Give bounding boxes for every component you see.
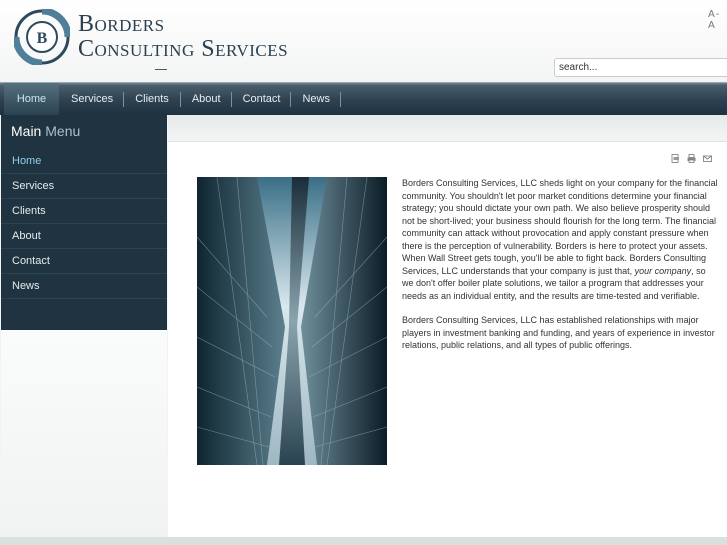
- nav-item-about[interactable]: [181, 83, 232, 115]
- logo-line-2: Consulting Services: [78, 36, 289, 62]
- email-icon[interactable]: [703, 154, 712, 163]
- nav-label: Services: [71, 93, 114, 105]
- main-content: [168, 142, 727, 537]
- search-input[interactable]: [554, 58, 727, 77]
- article-body: [402, 177, 718, 364]
- sidebar-title: [11, 123, 80, 139]
- sidebar-main-menu: [1, 115, 167, 330]
- nav-item-contact[interactable]: [232, 83, 292, 115]
- sidebar-item-home[interactable]: Home: [1, 149, 167, 174]
- site-header: [0, 0, 727, 82]
- footer-band: [0, 537, 727, 545]
- nav-item-news[interactable]: [291, 83, 341, 115]
- sidebar-menu: [1, 149, 167, 299]
- site-logo-text[interactable]: [78, 12, 288, 62]
- sidebar-item-about[interactable]: About: [1, 224, 167, 249]
- p1-text-end: , so we don't offer boiler plate solutions, we tailor a program that addresses your needs as an individual entity, and the results are time-tested and verifiable.: [402, 265, 706, 301]
- nav-item-clients[interactable]: [124, 83, 181, 115]
- nav-label: Clients: [135, 93, 169, 105]
- sidebar-item-clients[interactable]: Clients: [1, 199, 167, 224]
- nav-item-home[interactable]: [4, 83, 59, 115]
- nav-label: Home: [16, 93, 47, 105]
- p1-text-start: Borders Consulting Services, LLC sheds light on your company for the financial community. You shouldn't let poor market conditions determine your financial strategy; you should dictate your own path. We also believe prosperity should not be short-lived; your business should flourish for the long term. The financial community can attack without provocation and apply constant pressure when there is the perception of vulnerability. Borders is here to protect your assets. When Wall Street gets tough, you'll be able to fight back. Borders Consulting Services, LLC understands that your company is just that,: [402, 178, 718, 276]
- pdf-icon[interactable]: [671, 154, 680, 163]
- font-size-controls[interactable]: A- A: [708, 9, 721, 31]
- print-icon[interactable]: [687, 154, 696, 163]
- sidebar-filler: [1, 330, 167, 537]
- sidebar-title-light: Menu: [41, 123, 81, 139]
- logo-letter: B: [36, 30, 48, 47]
- content-topbar: [168, 115, 727, 142]
- nav-label: Contact: [242, 93, 281, 105]
- p1-emphasis: your company: [634, 265, 692, 276]
- logo-line-1: Borders: [78, 11, 165, 37]
- sidebar-title-strong: Main: [11, 123, 42, 139]
- sidebar-item-services[interactable]: Services: [1, 174, 167, 199]
- skyscraper-photo: [197, 177, 387, 465]
- nav-label: About: [191, 93, 221, 105]
- logo-emblem-icon[interactable]: [14, 9, 70, 65]
- nav-label: News: [302, 93, 330, 105]
- sidebar-item-news[interactable]: News: [1, 274, 167, 299]
- nav-item-services[interactable]: [59, 83, 124, 115]
- article-paragraph-1: [402, 177, 718, 302]
- sidebar-item-contact[interactable]: Contact: [1, 249, 167, 274]
- article-tools: [671, 154, 712, 163]
- main-navbar: [0, 82, 727, 115]
- nav-separator: [340, 92, 341, 107]
- logo-divider: [155, 69, 167, 70]
- article-paragraph-2: Borders Consulting Services, LLC has established relationships with major players in investment banking and funding, and years of experience in investor relations, public relations, and all types of public offerings.: [402, 315, 715, 350]
